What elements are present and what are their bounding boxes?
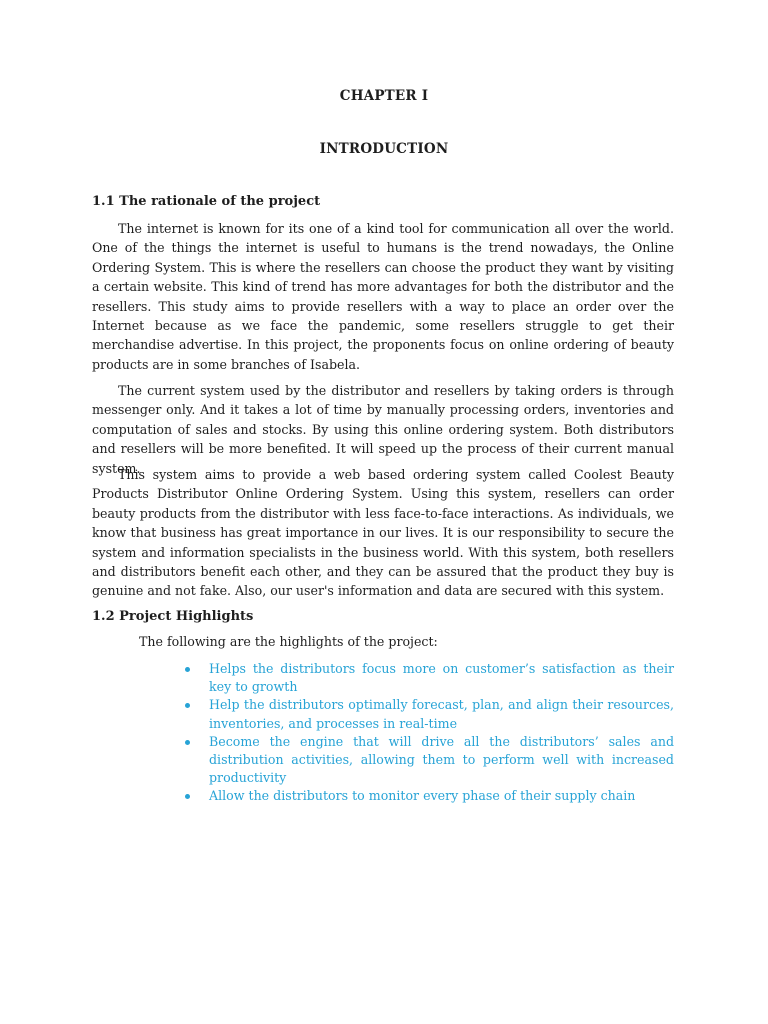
bullet-icon [185,794,190,799]
rationale-paragraph-1: The internet is known for its one of a kind tool for communication all over the world. One of the things the internet is useful to humans is the trend nowadays, the Online Ordering System. This is where the resellers can choose the product they want by visiting a certain website. This kind of trend has more advantages for both the distributor and the resellers. This study aims to provide resellers with a way to place an order over the Internet because as we face the pandemic, some resellers struggle to get their merchandise advertise. In this project, the proponents focus on online ordering of beauty products are in some branches of Isabela. [92,221,674,372]
list-item [182,733,674,788]
list-item-text: Allow the distributors to monitor every phase of their supply chain [209,788,636,804]
bullet-icon [185,703,190,708]
list-item [182,696,674,732]
chapter-number-heading: CHAPTER I [339,88,429,104]
list-item [182,660,674,696]
list-item-text: Help the distributors optimally forecast, plan, and align their resources, inventories, and processes in real-time [209,697,674,731]
highlights-lead-text: The following are the highlights of the project: [139,634,438,649]
list-item-text: Helps the distributors focus more on customer’s satisfaction as their key to growth [209,661,674,695]
list-item [182,787,674,805]
section-heading-highlights: 1.2 Project Highlights [92,609,254,624]
section-heading-rationale: 1.1 The rationale of the project [92,194,321,209]
highlights-bullet-list [182,660,674,806]
rationale-paragraph-2: The current system used by the distributor and resellers by taking orders is through messenger only. And it takes a lot of time by manually processing orders, inventories and computation of sales and stocks. By using this online ordering system. Both distributors and resellers will be more benefited. It will speed up the process of their current manual system. [92,383,674,476]
bullet-icon [185,740,190,745]
bullet-icon [185,667,190,672]
chapter-title-heading: INTRODUCTION [319,141,449,157]
rationale-paragraph-3: This system aims to provide a web based ordering system called Coolest Beauty Products Distributor Online Ordering System. Using this system, resellers can order beauty products from the distributor with less face-to-face interactions. As individuals, we know that business has great importance in our lives. It is our responsibility to secure the system and information specialists in the business world. With this system, both resellers and distributors benefit each other, and they can be assured that the product they buy is genuine and not fake. Also, our user's information and data are secured with this system. [92,467,674,599]
list-item-text: Become the engine that will drive all the distributors’ sales and distribution activities, allowing them to perform well with increased productivity [209,733,674,786]
